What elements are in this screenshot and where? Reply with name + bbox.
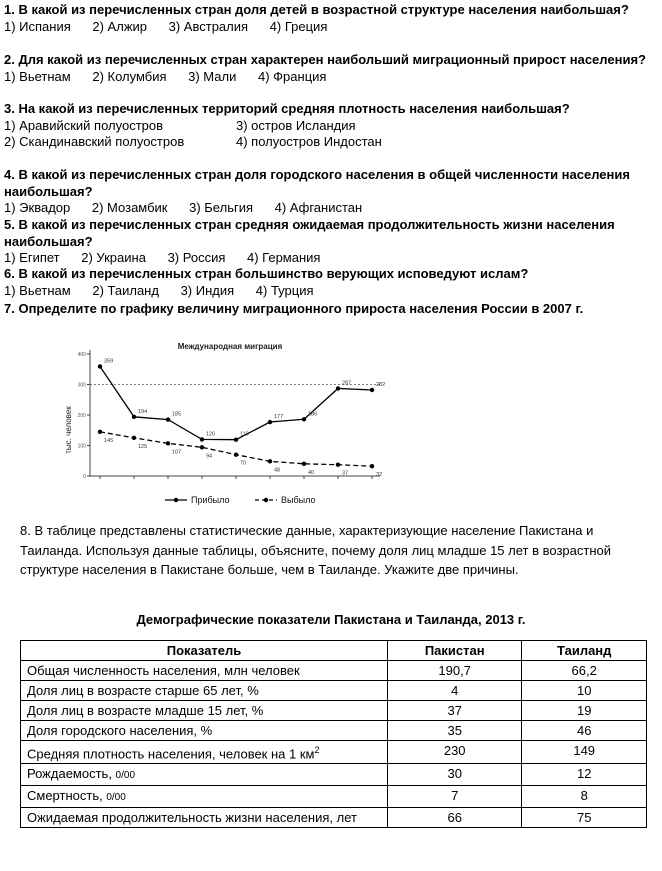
data-label: 70 bbox=[240, 460, 247, 467]
pakistan-cell: 66 bbox=[388, 808, 522, 828]
data-label: 359 bbox=[104, 358, 114, 365]
data-label: 177 bbox=[274, 414, 284, 421]
data-point bbox=[336, 386, 340, 390]
demographics-table bbox=[20, 640, 647, 828]
indicator-text: Смертность, bbox=[27, 788, 107, 804]
table-header-row bbox=[21, 641, 647, 661]
table-row bbox=[21, 681, 647, 701]
indicator-cell: Доля лиц в возрасте младше 15 лет, % bbox=[21, 701, 388, 721]
option: 1) Эквадор bbox=[4, 200, 71, 215]
question-options bbox=[4, 283, 656, 300]
option: 1) Аравийский полуостров bbox=[4, 117, 164, 133]
option: 4) Германия bbox=[247, 250, 321, 265]
pakistan-cell: 190,7 bbox=[388, 661, 522, 681]
indicator-cell bbox=[21, 764, 388, 786]
thailand-cell: 149 bbox=[522, 741, 647, 764]
option: 4) Афганистан bbox=[274, 200, 363, 215]
indicator-cell bbox=[21, 741, 388, 764]
option: 4) полуостров Индостан bbox=[236, 134, 382, 149]
question-5 bbox=[4, 217, 656, 267]
data-point bbox=[268, 420, 272, 424]
data-point bbox=[166, 441, 170, 445]
option: 3) Мали bbox=[188, 68, 237, 84]
option: 2) Скандинавский полуостров bbox=[4, 134, 185, 149]
question-title: 2. Для какой из перечисленных стран характерен наибольший миграционный прирост населения? bbox=[4, 52, 646, 67]
series-line bbox=[100, 367, 372, 440]
chart-title: Международная миграция bbox=[177, 342, 283, 351]
pakistan-cell: 37 bbox=[388, 701, 522, 721]
question-options-row bbox=[4, 118, 656, 135]
indicator-cell: Доля лиц в возрасте старше 65 лет, % bbox=[21, 681, 388, 701]
data-point bbox=[336, 463, 340, 467]
thailand-cell: 12 bbox=[522, 764, 647, 786]
question-4 bbox=[4, 167, 656, 217]
chart-series bbox=[98, 359, 385, 479]
option: 3) Бельгия bbox=[189, 200, 254, 215]
option: 3) Россия bbox=[167, 250, 226, 265]
data-point bbox=[98, 364, 102, 368]
legend-label: Прибыло bbox=[191, 495, 230, 505]
option: 1) Вьетнам bbox=[4, 282, 71, 298]
data-label: 37 bbox=[342, 470, 349, 477]
question-title: 5. В какой из перечисленных стран средняя ожидаемая продолжительность жизни населения наибольшая? bbox=[4, 217, 615, 249]
pakistan-cell: 30 bbox=[388, 764, 522, 786]
question-3 bbox=[4, 101, 656, 151]
table-row bbox=[21, 764, 647, 786]
data-label: 40 bbox=[308, 469, 315, 476]
table-row bbox=[21, 721, 647, 741]
data-label: 287 bbox=[342, 380, 352, 387]
data-point bbox=[200, 437, 204, 441]
indicator-cell: Общая численность населения, млн человек bbox=[21, 661, 388, 681]
option: 4) Греция bbox=[269, 18, 328, 34]
superscript: 2 bbox=[314, 745, 320, 755]
data-point bbox=[200, 445, 204, 449]
pakistan-cell: 4 bbox=[388, 681, 522, 701]
pakistan-cell: 35 bbox=[388, 721, 522, 741]
option: 2) Алжир bbox=[92, 18, 148, 34]
table-row bbox=[21, 808, 647, 828]
data-point bbox=[302, 417, 306, 421]
permille-sign: 0/00 bbox=[106, 792, 126, 804]
data-point bbox=[370, 464, 374, 468]
indicator-cell: Доля городского населения, % bbox=[21, 721, 388, 741]
question-title: 3. На какой из перечисленных территорий средняя плотность населения наибольшая? bbox=[4, 101, 570, 116]
pakistan-cell: 230 bbox=[388, 741, 522, 764]
question-8: 8. В таблице представлены статистические данные, характеризующие население Пакистана и Таиланда. Используя данные таблицы, объясните, почему доля лиц младше 15 лет в возрастной структуре населения в Пакистане больше, чем в Таиланде. Укажите две причины. bbox=[20, 523, 612, 577]
question-title: 4. В какой из перечисленных стран доля городского населения в общей численности населения наибольшая? bbox=[4, 167, 630, 199]
data-point bbox=[268, 459, 272, 463]
option: 1) Испания bbox=[4, 18, 71, 34]
indicator-text: Рождаемость, bbox=[27, 766, 116, 782]
indicator-cell: Ожидаемая продолжительность жизни населения, лет bbox=[21, 808, 388, 828]
data-label: 94 bbox=[206, 453, 213, 460]
column-header: Пакистан bbox=[388, 641, 522, 661]
data-label: 145 bbox=[104, 437, 114, 444]
option: 3) остров Исландия bbox=[236, 117, 356, 133]
option: 2) Украина bbox=[81, 250, 146, 265]
indicator-text: Средняя плотность населения, человек на 1 км bbox=[27, 746, 315, 762]
y-tick-label: 200 bbox=[77, 413, 86, 419]
question-options bbox=[4, 69, 656, 86]
data-point bbox=[98, 430, 102, 434]
chart-legend bbox=[165, 495, 315, 505]
data-label: 185 bbox=[172, 411, 182, 418]
question-title: 6. В какой из перечисленных стран большинство верующих исповедуют ислам? bbox=[4, 266, 529, 281]
legend-marker bbox=[174, 498, 178, 502]
question-7 bbox=[4, 301, 656, 318]
thailand-cell: 10 bbox=[522, 681, 647, 701]
legend-marker bbox=[264, 498, 268, 502]
question-2 bbox=[4, 52, 656, 85]
data-label: 32 bbox=[376, 472, 383, 479]
y-tick-label: 0 bbox=[83, 474, 86, 480]
question-1 bbox=[4, 2, 656, 35]
question-title: 7. Определите по графику величину миграционного прироста населения России в 2007 г. bbox=[4, 301, 584, 316]
data-point bbox=[132, 436, 136, 440]
data-label: 107 bbox=[172, 449, 182, 456]
option: 4) Турция bbox=[255, 282, 314, 298]
table-row bbox=[21, 741, 647, 764]
option: 4) Франция bbox=[258, 68, 327, 84]
legend-label: Выбыло bbox=[281, 495, 316, 505]
data-label: 120 bbox=[206, 431, 216, 438]
data-label: 282 bbox=[376, 381, 386, 388]
question-options bbox=[4, 200, 656, 217]
data-label: 186 bbox=[308, 411, 318, 418]
indicator-cell bbox=[21, 786, 388, 808]
data-label: 48 bbox=[274, 467, 281, 474]
chart-ylabel: тыс. человек bbox=[64, 406, 73, 454]
y-tick-label: 300 bbox=[77, 382, 86, 389]
thailand-cell: 46 bbox=[522, 721, 647, 741]
data-label: 194 bbox=[138, 408, 148, 415]
thailand-cell: 19 bbox=[522, 701, 647, 721]
option: 2) Колумбия bbox=[92, 68, 167, 84]
question-options bbox=[4, 19, 656, 36]
column-header: Таиланд bbox=[522, 641, 647, 661]
option: 1) Египет bbox=[4, 250, 60, 265]
table-row bbox=[21, 661, 647, 681]
thailand-cell: 8 bbox=[522, 786, 647, 808]
data-point bbox=[234, 438, 238, 442]
permille-sign: 0/00 bbox=[115, 770, 136, 782]
option: 3) Австралия bbox=[168, 18, 249, 34]
pakistan-cell: 7 bbox=[388, 786, 522, 808]
thailand-cell: 66,2 bbox=[522, 661, 647, 681]
option: 3) Индия bbox=[180, 282, 235, 298]
option: 1) Вьетнам bbox=[4, 68, 71, 84]
thailand-cell: 75 bbox=[522, 808, 647, 828]
question-title: 1. В какой из перечисленных стран доля детей в возрастной структуре населения наибольшая? bbox=[4, 2, 629, 17]
y-tick-label: 100 bbox=[77, 443, 86, 450]
data-label: 119 bbox=[240, 431, 249, 438]
y-tick-label: 400 bbox=[77, 352, 86, 358]
option: 2) Таиланд bbox=[92, 282, 159, 298]
data-point bbox=[166, 417, 170, 421]
data-point bbox=[302, 462, 306, 466]
data-point bbox=[132, 415, 136, 419]
table-row bbox=[21, 786, 647, 808]
data-point bbox=[234, 452, 238, 456]
column-header: Показатель bbox=[21, 641, 388, 661]
table-caption: Демографические показатели Пакистана и Таиланда, 2013 г. bbox=[136, 612, 526, 627]
option: 2) Мозамбик bbox=[91, 200, 168, 215]
migration-chart bbox=[60, 338, 390, 514]
question-options-row bbox=[4, 134, 656, 151]
table-row bbox=[21, 701, 647, 721]
data-label: 125 bbox=[138, 443, 148, 450]
question-6 bbox=[4, 266, 656, 299]
data-point bbox=[370, 388, 374, 392]
question-options bbox=[4, 250, 656, 267]
